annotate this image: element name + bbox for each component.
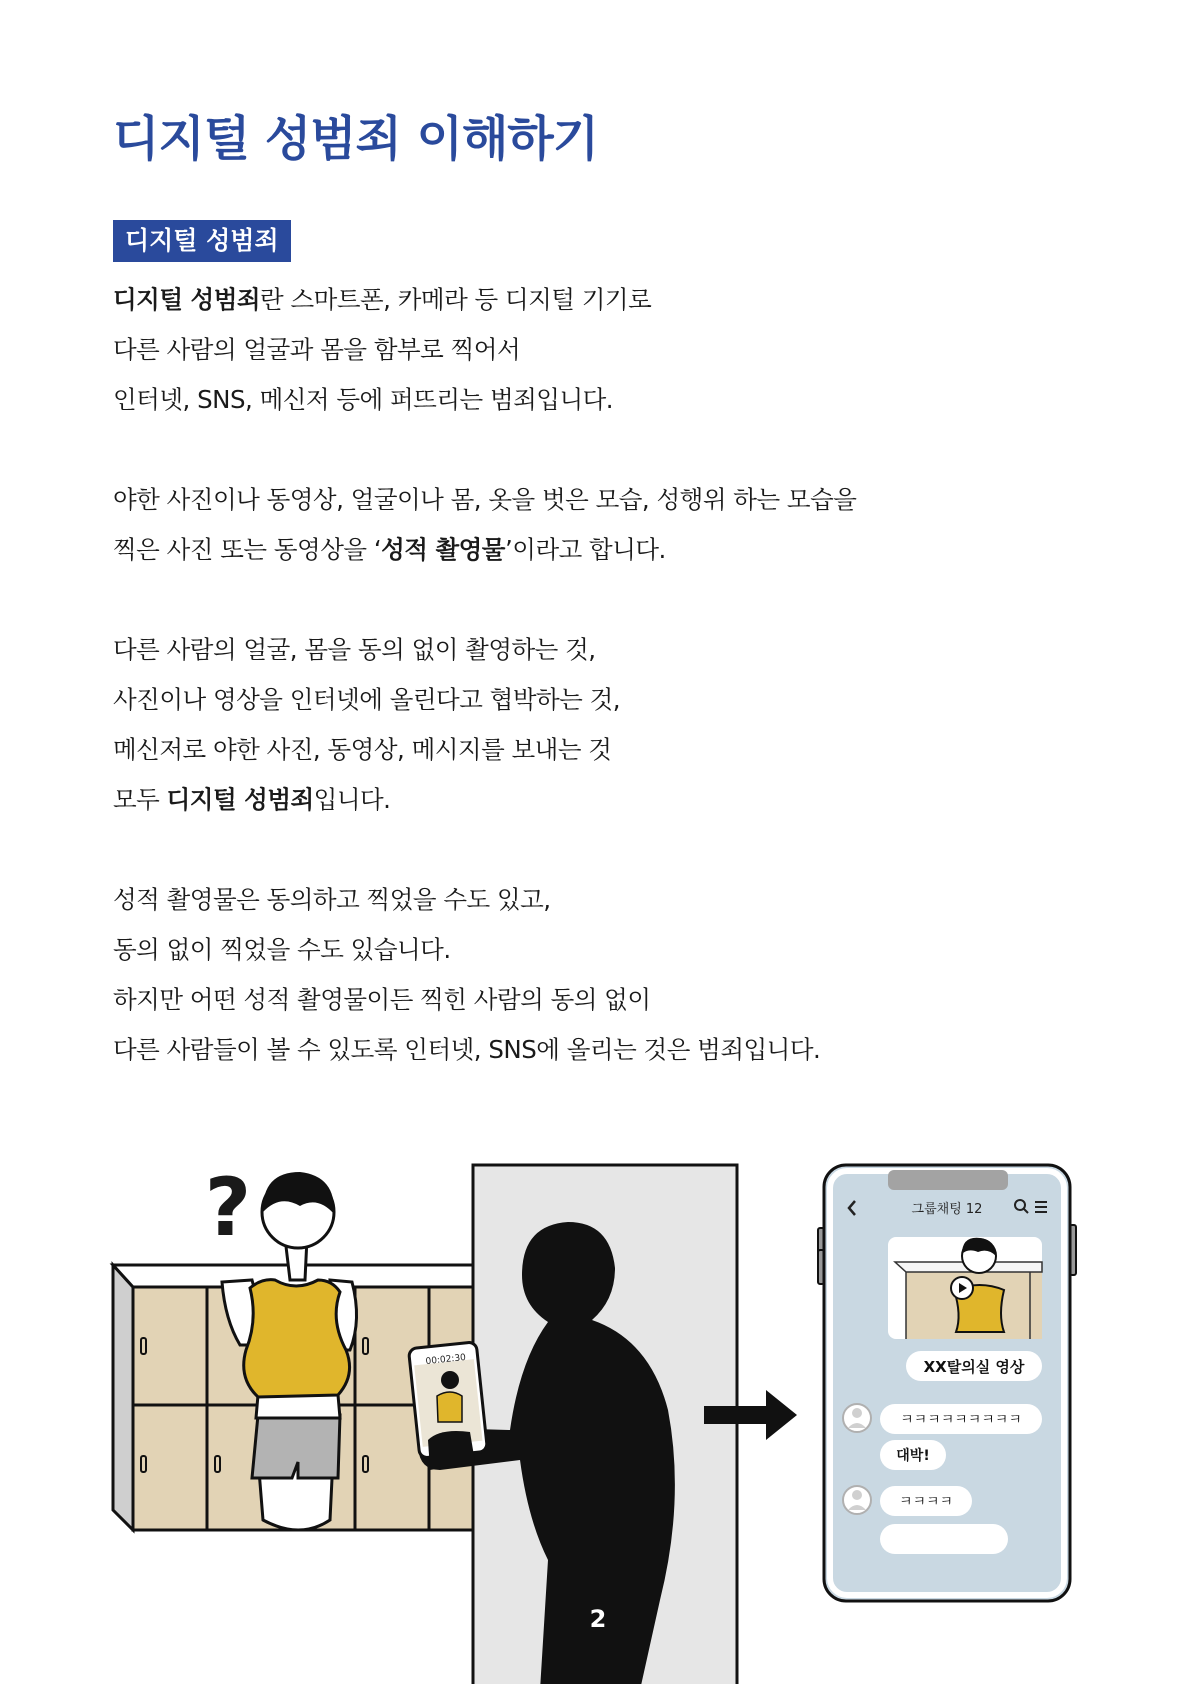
chat-message-3: ㅋㅋㅋㅋ — [898, 1494, 954, 1510]
body-text-segment: 입니다. — [313, 785, 391, 814]
body-text-segment: 찍은 사진 또는 동영상을 ‘ — [113, 535, 382, 564]
body-text-segment: 사진이나 영상을 인터넷에 올린다고 협박하는 것, — [113, 685, 621, 714]
body-text-segment: 동의 없이 찍었을 수도 있습니다. — [113, 935, 451, 964]
body-line — [113, 485, 856, 514]
avatar — [843, 1404, 871, 1432]
body-line — [113, 985, 651, 1014]
body-text-segment: 다른 사람의 얼굴과 몸을 함부로 찍어서 — [113, 335, 521, 364]
emphasis-text: 디지털 성범죄 — [166, 785, 314, 814]
page-number: 2 — [589, 1605, 607, 1633]
body-line — [113, 335, 520, 364]
body-text — [113, 275, 1073, 1075]
body-line — [113, 535, 666, 564]
body-paragraph — [113, 475, 1073, 575]
body-text-segment: 야한 사진이나 동영상, 얼굴이나 몸, 옷을 벗은 모습, 성행위 하는 모습을 — [113, 485, 857, 514]
video-caption: XX탈의실 영상 — [923, 1358, 1025, 1376]
question-mark: ? — [204, 1161, 252, 1254]
chat-phone — [818, 1165, 1076, 1601]
body-paragraph — [113, 275, 1073, 425]
body-line — [113, 385, 613, 414]
emphasis-text: 디지털 성범죄 — [113, 285, 261, 314]
page-title: 디지털 성범죄 이해하기 — [113, 111, 599, 167]
body-line — [113, 285, 651, 314]
body-paragraph — [113, 625, 1073, 825]
body-text-segment: 성적 촬영물은 동의하고 찍었을 수도 있고, — [113, 885, 551, 914]
body-text-segment: 모두 — [113, 785, 167, 814]
body-text-segment: 다른 사람들이 볼 수 있도록 인터넷, SNS에 올리는 것은 범죄입니다. — [113, 1035, 821, 1064]
camera-timer: 00:02:30 — [425, 1352, 467, 1368]
body-text-segment: 란 스마트폰, 카메라 등 디지털 기기로 — [260, 285, 652, 314]
body-text-segment: 메신저로 야한 사진, 동영상, 메시지를 보내는 것 — [113, 735, 612, 764]
body-line — [113, 935, 451, 964]
chat-message-1: ㅋㅋㅋㅋㅋㅋㅋㅋㅋ — [900, 1412, 1022, 1428]
body-line — [113, 685, 620, 714]
body-text-segment: 하지만 어떤 성적 촬영물이든 찍힌 사람의 동의 없이 — [113, 985, 651, 1014]
avatar — [843, 1486, 871, 1514]
body-line — [113, 785, 390, 814]
body-line — [113, 885, 551, 914]
body-line — [113, 1035, 820, 1064]
chat-bubble-empty — [880, 1524, 1008, 1554]
body-text-segment: 다른 사람의 얼굴, 몸을 동의 없이 촬영하는 것, — [113, 635, 596, 664]
body-paragraph — [113, 875, 1073, 1075]
illustration — [0, 1100, 1191, 1684]
video-thumbnail — [888, 1237, 1042, 1339]
body-text-segment: 인터넷, SNS, 메신저 등에 퍼뜨리는 범죄입니다. — [113, 385, 614, 414]
body-text-segment: ’이라고 합니다. — [504, 535, 666, 564]
emphasis-text: 성적 촬영물 — [381, 535, 505, 564]
chat-message-2: 대박! — [896, 1448, 930, 1464]
section-label: 디지털 성범죄 — [113, 220, 291, 262]
body-line — [113, 635, 596, 664]
body-line — [113, 735, 611, 764]
chat-title: 그룹채팅 12 — [911, 1202, 983, 1217]
